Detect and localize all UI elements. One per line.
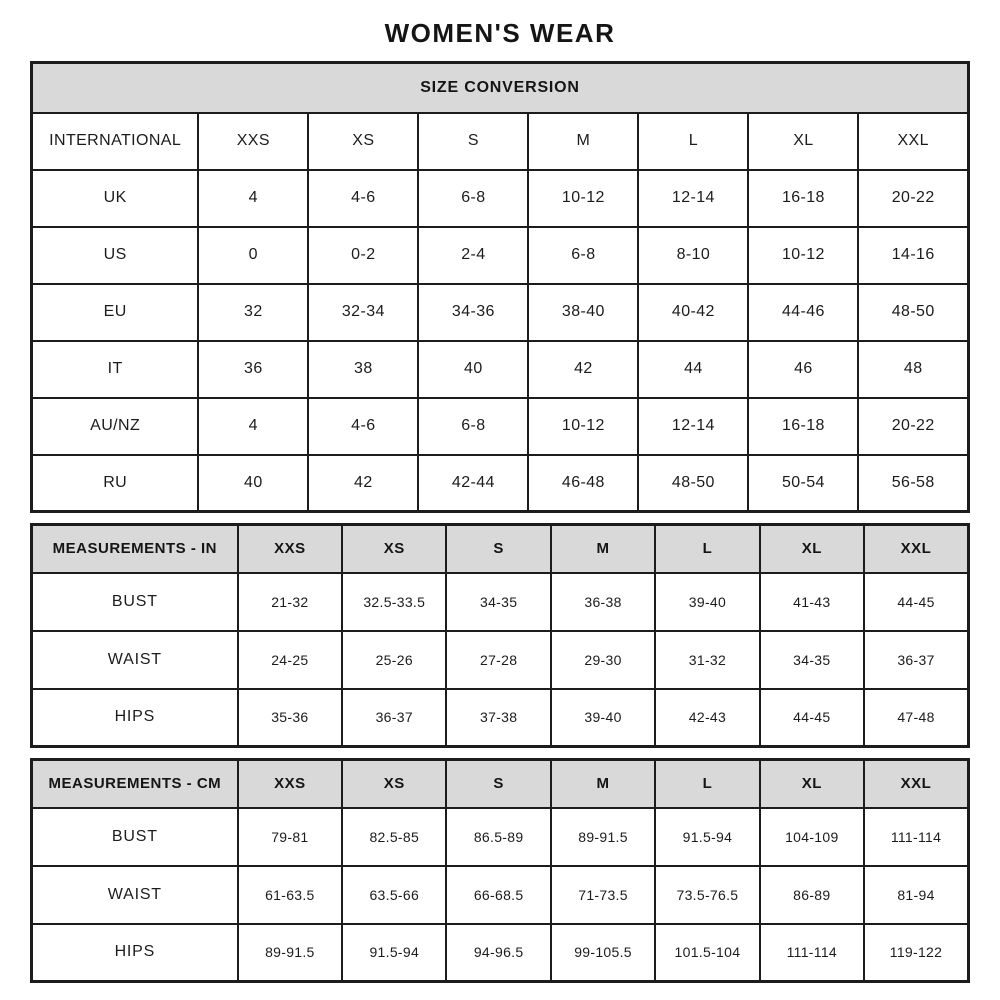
table-row [32, 398, 969, 455]
cell-value: 46 [748, 341, 858, 398]
table-corner-label: INTERNATIONAL [32, 113, 199, 170]
size-column-header: M [528, 113, 638, 170]
size-column-header: M [551, 760, 655, 808]
cell-value: 40 [198, 455, 308, 512]
cell-value: 41-43 [760, 573, 864, 631]
cell-value: 20-22 [858, 170, 968, 227]
size-column-header: M [551, 525, 655, 573]
cell-value: 2-4 [418, 227, 528, 284]
page-title: WOMEN'S WEAR [384, 18, 616, 48]
cell-value: 4 [198, 398, 308, 455]
cell-value: 48 [858, 341, 968, 398]
cell-value: 61-63.5 [238, 866, 342, 924]
cell-value: 79-81 [238, 808, 342, 866]
cell-value: 34-36 [418, 284, 528, 341]
table-row [32, 631, 969, 689]
size-column-header: XXS [198, 113, 308, 170]
row-label: BUST [32, 808, 238, 866]
cell-value: 24-25 [238, 631, 342, 689]
table-row [32, 689, 969, 747]
row-label: US [32, 227, 199, 284]
table-row [32, 808, 969, 866]
measurements-cm-header-row [32, 760, 969, 808]
cell-value: 34-35 [446, 573, 550, 631]
cell-value: 91.5-94 [655, 808, 759, 866]
cell-value: 12-14 [638, 398, 748, 455]
cell-value: 86.5-89 [446, 808, 550, 866]
size-column-header: XS [308, 113, 418, 170]
cell-value: 27-28 [446, 631, 550, 689]
size-conversion-columns-row [32, 113, 969, 170]
cell-value: 4-6 [308, 170, 418, 227]
cell-value: 6-8 [418, 170, 528, 227]
row-label: HIPS [32, 689, 238, 747]
table-row [32, 341, 969, 398]
size-conversion-banner-row [32, 63, 969, 113]
cell-value: 91.5-94 [342, 924, 446, 982]
cell-value: 36-38 [551, 573, 655, 631]
size-column-header: XXS [238, 760, 342, 808]
row-label: EU [32, 284, 199, 341]
cell-value: 32 [198, 284, 308, 341]
measurements-cm-table [30, 758, 970, 983]
size-column-header: XXL [864, 525, 968, 573]
cell-value: 35-36 [238, 689, 342, 747]
cell-value: 40 [418, 341, 528, 398]
table-row [32, 455, 969, 512]
cell-value: 111-114 [864, 808, 968, 866]
cell-value: 8-10 [638, 227, 748, 284]
measurements-in-table [30, 523, 970, 748]
size-conversion-header: SIZE CONVERSION [32, 63, 969, 113]
cell-value: 81-94 [864, 866, 968, 924]
cell-value: 36-37 [342, 689, 446, 747]
cell-value: 20-22 [858, 398, 968, 455]
size-column-header: L [655, 525, 759, 573]
cell-value: 104-109 [760, 808, 864, 866]
cell-value: 42-44 [418, 455, 528, 512]
size-column-header: S [446, 525, 550, 573]
size-column-header: XXL [858, 113, 968, 170]
table-corner-label: MEASUREMENTS - IN [32, 525, 238, 573]
cell-value: 47-48 [864, 689, 968, 747]
table-row [32, 573, 969, 631]
cell-value: 56-58 [858, 455, 968, 512]
cell-value: 71-73.5 [551, 866, 655, 924]
cell-value: 50-54 [748, 455, 858, 512]
cell-value: 29-30 [551, 631, 655, 689]
row-label: WAIST [32, 866, 238, 924]
size-column-header: XL [748, 113, 858, 170]
cell-value: 42 [528, 341, 638, 398]
measurements-in-header-row [32, 525, 969, 573]
cell-value: 63.5-66 [342, 866, 446, 924]
cell-value: 42 [308, 455, 418, 512]
row-label: IT [32, 341, 199, 398]
cell-value: 0 [198, 227, 308, 284]
size-column-header: L [638, 113, 748, 170]
cell-value: 119-122 [864, 924, 968, 982]
cell-value: 0-2 [308, 227, 418, 284]
cell-value: 10-12 [528, 170, 638, 227]
cell-value: 101.5-104 [655, 924, 759, 982]
cell-value: 82.5-85 [342, 808, 446, 866]
cell-value: 36 [198, 341, 308, 398]
cell-value: 44-45 [760, 689, 864, 747]
size-column-header: XS [342, 760, 446, 808]
size-column-header: S [418, 113, 528, 170]
size-column-header: XXL [864, 760, 968, 808]
cell-value: 44 [638, 341, 748, 398]
cell-value: 48-50 [858, 284, 968, 341]
cell-value: 48-50 [638, 455, 748, 512]
cell-value: 4 [198, 170, 308, 227]
cell-value: 32-34 [308, 284, 418, 341]
cell-value: 40-42 [638, 284, 748, 341]
cell-value: 31-32 [655, 631, 759, 689]
cell-value: 66-68.5 [446, 866, 550, 924]
cell-value: 14-16 [858, 227, 968, 284]
size-column-header: XL [760, 525, 864, 573]
cell-value: 34-35 [760, 631, 864, 689]
size-column-header: XS [342, 525, 446, 573]
cell-value: 38-40 [528, 284, 638, 341]
row-label: HIPS [32, 924, 238, 982]
cell-value: 25-26 [342, 631, 446, 689]
cell-value: 6-8 [528, 227, 638, 284]
cell-value: 12-14 [638, 170, 748, 227]
cell-value: 73.5-76.5 [655, 866, 759, 924]
cell-value: 89-91.5 [551, 808, 655, 866]
size-column-header: XXS [238, 525, 342, 573]
cell-value: 44-45 [864, 573, 968, 631]
table-corner-label: MEASUREMENTS - CM [32, 760, 238, 808]
cell-value: 46-48 [528, 455, 638, 512]
cell-value: 4-6 [308, 398, 418, 455]
cell-value: 86-89 [760, 866, 864, 924]
row-label: WAIST [32, 631, 238, 689]
cell-value: 37-38 [446, 689, 550, 747]
cell-value: 21-32 [238, 573, 342, 631]
table-row [32, 866, 969, 924]
cell-value: 94-96.5 [446, 924, 550, 982]
cell-value: 16-18 [748, 170, 858, 227]
cell-value: 16-18 [748, 398, 858, 455]
row-label: BUST [32, 573, 238, 631]
cell-value: 38 [308, 341, 418, 398]
cell-value: 42-43 [655, 689, 759, 747]
table-row [32, 924, 969, 982]
cell-value: 111-114 [760, 924, 864, 982]
cell-value: 10-12 [528, 398, 638, 455]
row-label: AU/NZ [32, 398, 199, 455]
cell-value: 89-91.5 [238, 924, 342, 982]
cell-value: 36-37 [864, 631, 968, 689]
cell-value: 6-8 [418, 398, 528, 455]
size-column-header: XL [760, 760, 864, 808]
table-row [32, 170, 969, 227]
row-label: RU [32, 455, 199, 512]
size-column-header: L [655, 760, 759, 808]
cell-value: 39-40 [655, 573, 759, 631]
size-column-header: S [446, 760, 550, 808]
row-label: UK [32, 170, 199, 227]
cell-value: 99-105.5 [551, 924, 655, 982]
cell-value: 32.5-33.5 [342, 573, 446, 631]
table-row [32, 227, 969, 284]
cell-value: 10-12 [748, 227, 858, 284]
size-conversion-table [30, 61, 970, 513]
cell-value: 39-40 [551, 689, 655, 747]
cell-value: 44-46 [748, 284, 858, 341]
table-row [32, 284, 969, 341]
